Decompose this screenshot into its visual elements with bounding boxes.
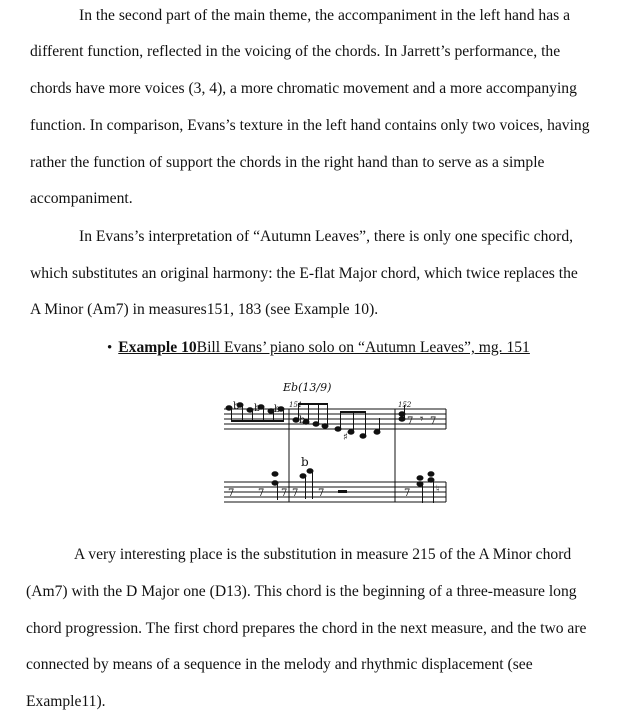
svg-text:b: b <box>233 401 240 412</box>
text-line: (Am7) with the D Major one (D13). This chord is the beginning of a three-measure long <box>26 583 577 600</box>
svg-text:𝄾: 𝄾 <box>420 412 424 427</box>
text-line: which substitutes an original harmony: the E-flat Major chord, which twice replaces the <box>30 265 578 282</box>
text-line: function. In comparison, Evans’s texture in the left hand contains only two voices, having <box>30 117 590 134</box>
svg-text:7: 7 <box>407 416 414 427</box>
bullet-icon: • <box>107 340 113 356</box>
svg-text:b: b <box>299 415 306 426</box>
text-line: In Evans’s interpretation of “Autumn Leaves”, there is only one specific chord, <box>79 228 574 245</box>
text-line: accompaniment. <box>30 190 133 207</box>
example-label: Example 10 <box>118 339 197 356</box>
svg-text:b: b <box>301 455 309 469</box>
svg-text:7: 7 <box>228 488 235 499</box>
svg-text:♮: ♮ <box>436 484 440 495</box>
text-line: chord progression. The first chord prepares the chord in the next measure, and the two are <box>26 620 587 637</box>
text-line: different function, reflected in the voicing of the chords. In Jarrett’s performance, the <box>30 43 561 60</box>
text-line: In the second part of the main theme, the accompaniment in the left hand has a <box>79 7 571 24</box>
svg-text:7: 7 <box>318 488 325 499</box>
measure-number: 152 <box>398 401 412 409</box>
example-title: Bill Evans’ piano solo on “Autumn Leaves”, mg. 151 <box>196 339 530 356</box>
svg-text:7: 7 <box>281 488 288 499</box>
svg-text:7: 7 <box>404 488 411 499</box>
text-line: A Minor (Am7) in measures151, 183 (see Example 10). <box>30 301 379 318</box>
svg-text:7: 7 <box>292 488 299 499</box>
text-line: Example11). <box>26 693 106 710</box>
svg-text:7: 7 <box>430 416 437 427</box>
measure-number: 151 <box>289 401 303 409</box>
text-line: A very interesting place is the substitution in measure 215 of the A Minor chord <box>74 546 572 563</box>
text-line: rather the function of support the chords in the right hand than to serve as a simple <box>30 154 545 171</box>
svg-text:b: b <box>274 404 281 415</box>
chord-symbol: Eb(13/9) <box>283 381 332 394</box>
svg-text:b: b <box>254 403 261 414</box>
bass-notes <box>228 455 440 503</box>
text-line: chords have more voices (3, 4), a more chromatic movement and a more accompanying <box>30 80 577 97</box>
svg-text:♯: ♯ <box>343 432 348 443</box>
text-line: connected by means of a sequence in the melody and rhythmic displacement (see <box>26 656 533 673</box>
svg-text:7: 7 <box>258 488 265 499</box>
